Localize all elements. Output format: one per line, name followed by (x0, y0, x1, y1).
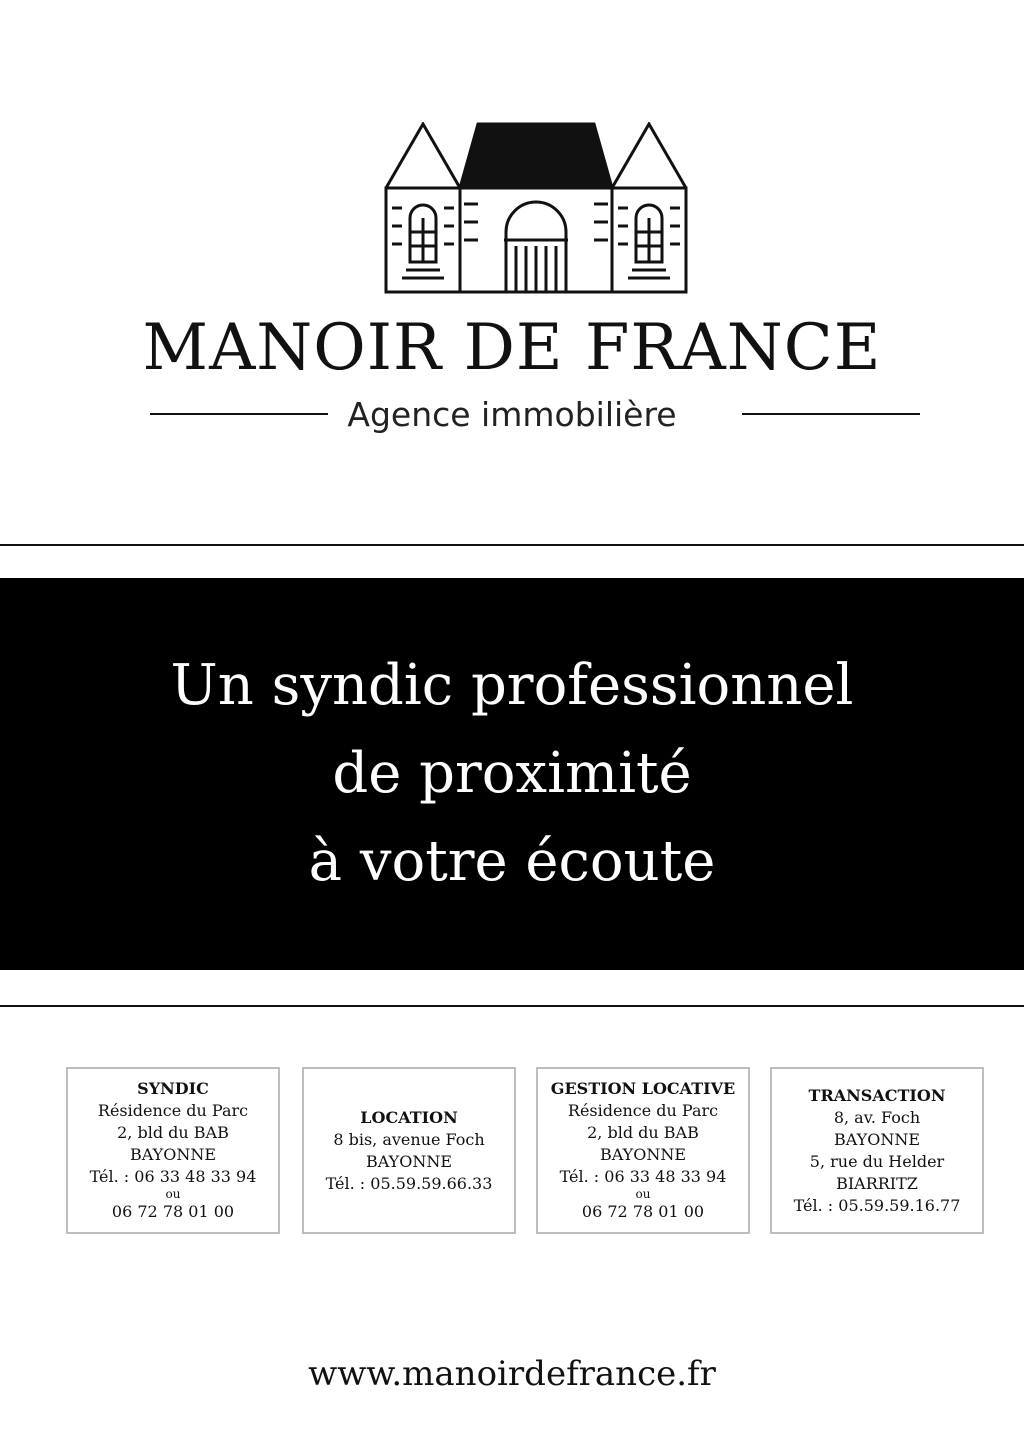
office-box-transaction (770, 1067, 984, 1234)
office-box-gestion-locative (536, 1067, 750, 1234)
office-line: Résidence du Parc (97, 1101, 249, 1120)
subtitle-rule-right (742, 413, 920, 415)
office-box-syndic (66, 1067, 280, 1234)
website-link[interactable]: www.manoirdefrance.fr (308, 1354, 716, 1394)
office-line: BAYONNE (599, 1145, 687, 1164)
office-line: Résidence du Parc (567, 1101, 719, 1120)
office-line: BIARRITZ (836, 1173, 918, 1193)
office-phone: Tél. : 05.59.59.16.77 (793, 1195, 961, 1215)
office-separator: ou (635, 1187, 651, 1201)
brand-name: MANOIR DE FRANCE (142, 311, 882, 385)
office-title: LOCATION (360, 1107, 458, 1127)
office-title: TRANSACTION (808, 1085, 946, 1105)
headline-line-1: Un syndic professionnel (170, 653, 854, 718)
office-line: 8 bis, avenue Foch (333, 1129, 485, 1149)
headline (0, 642, 1024, 906)
office-phone-alt: 06 72 78 01 00 (111, 1202, 235, 1221)
headline-line-2: de proximité (332, 741, 692, 806)
office-line: BAYONNE (129, 1145, 217, 1164)
office-separator: ou (165, 1187, 181, 1201)
divider-top (0, 544, 1024, 546)
office-line: 2, bld du BAB (117, 1123, 229, 1142)
office-line: 8, av. Foch (833, 1107, 921, 1127)
manor-house-icon (384, 122, 688, 294)
office-line: 5, rue du Helder (809, 1151, 945, 1171)
divider-bottom (0, 1005, 1024, 1007)
office-line: BAYONNE (365, 1151, 453, 1171)
office-title: SYNDIC (137, 1079, 209, 1098)
office-phone-alt: 06 72 78 01 00 (581, 1202, 705, 1221)
brand-subtitle: Agence immobilière (347, 395, 677, 434)
office-box-location (302, 1067, 516, 1234)
office-title: GESTION LOCATIVE (550, 1079, 736, 1098)
office-phone: Tél. : 06 33 48 33 94 (559, 1167, 727, 1186)
office-phone: Tél. : 05.59.59.66.33 (325, 1173, 493, 1193)
headline-line-3: à votre écoute (308, 829, 716, 894)
office-phone: Tél. : 06 33 48 33 94 (89, 1167, 257, 1186)
office-line: BAYONNE (833, 1129, 921, 1149)
office-line: 2, bld du BAB (587, 1123, 699, 1142)
